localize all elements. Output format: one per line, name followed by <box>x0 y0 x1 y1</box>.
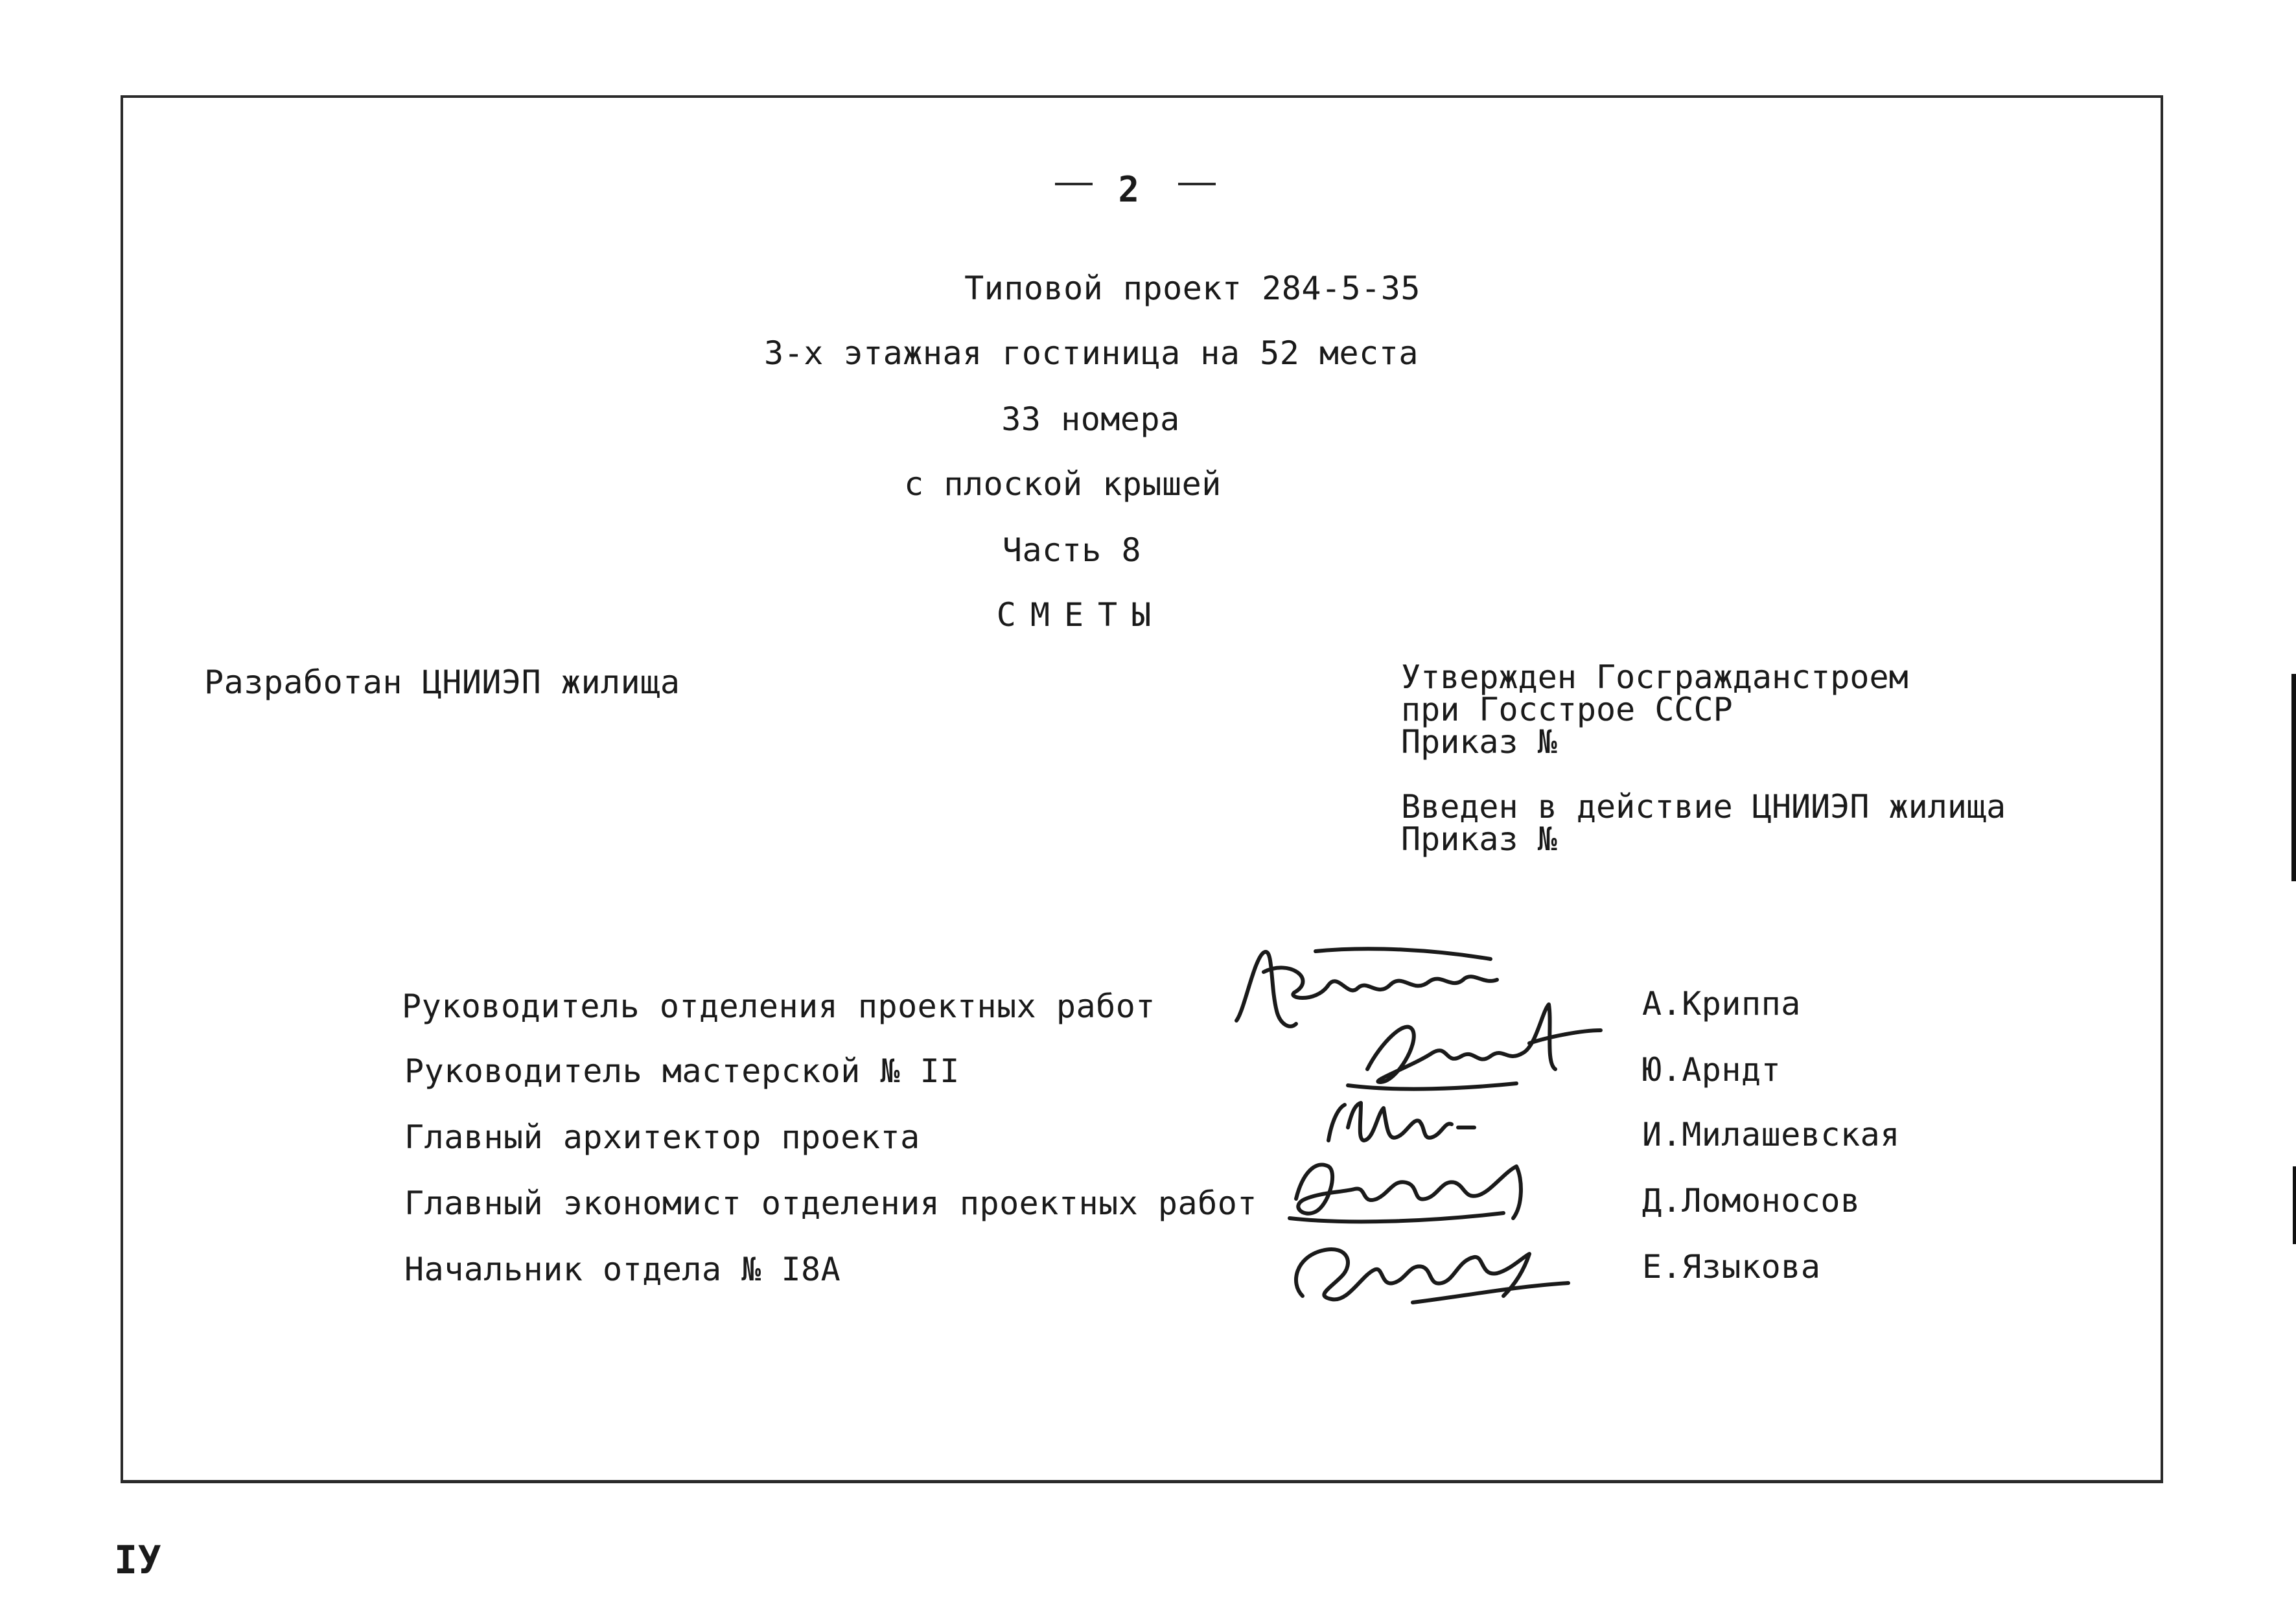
signatory-position: Руководитель отделения проектных работ <box>402 988 1155 1025</box>
signatory-name: И.Милашевская <box>1642 1116 1900 1153</box>
signatory-name: Д.Ломоносов <box>1642 1182 1861 1220</box>
part-label: Часть 8 <box>1002 531 1142 569</box>
enacted-line-2: Приказ № <box>1401 820 1557 858</box>
subtitle-line-1: 3-х этажная гостиница на 52 места <box>764 334 1419 372</box>
signature-arndt <box>1348 1004 1601 1089</box>
sheet-label: IУ <box>114 1538 162 1583</box>
signatory-position: Начальник отдела № I8А <box>404 1251 841 1288</box>
scan-edge-mark <box>2291 674 2296 881</box>
enacted-block <box>1401 788 2006 858</box>
signatory-name: А.Криппа <box>1642 985 1801 1023</box>
project-title: Типовой проект 284-5-35 <box>964 270 1421 307</box>
subtitle-line-3: с плоской крышей <box>904 465 1222 503</box>
page-number-dash-left <box>1055 183 1093 185</box>
approval-block <box>1401 658 1908 761</box>
signatory-position: Руководитель мастерской № II <box>404 1052 960 1090</box>
signature-yazykova <box>1296 1249 1568 1302</box>
approval-line-3: Приказ № <box>1401 723 1557 761</box>
subtitle-line-2: 33 номера <box>1001 400 1180 438</box>
page-number: 2 <box>1118 169 1140 210</box>
signature-lomonosov <box>1290 1164 1521 1221</box>
signature-krippa <box>1236 949 1497 1026</box>
signatory-position: Главный архитектор проекта <box>404 1118 920 1156</box>
approval-line-1: Утвержден Госгражданстроем <box>1401 658 1908 696</box>
signatory-name: Ю.Арндт <box>1642 1051 1781 1089</box>
signatory-position: Главный экономист отделения проектных работ <box>404 1185 1257 1222</box>
page-number-dash-right <box>1178 183 1216 185</box>
signatory-name: Е.Языкова <box>1642 1248 1821 1286</box>
developed-by: Разработан ЦНИИЭП жилища <box>204 664 680 701</box>
scan-edge-mark <box>2293 1166 2296 1244</box>
handwritten-signatures <box>1218 933 1685 1335</box>
approval-line-2: при Госстрое СССР <box>1401 691 1733 728</box>
section-title: СМЕТЫ <box>996 596 1166 634</box>
enacted-line-1: Введен в действие ЦНИИЭП жилища <box>1401 788 2006 826</box>
signature-milashevskaya <box>1328 1103 1474 1140</box>
